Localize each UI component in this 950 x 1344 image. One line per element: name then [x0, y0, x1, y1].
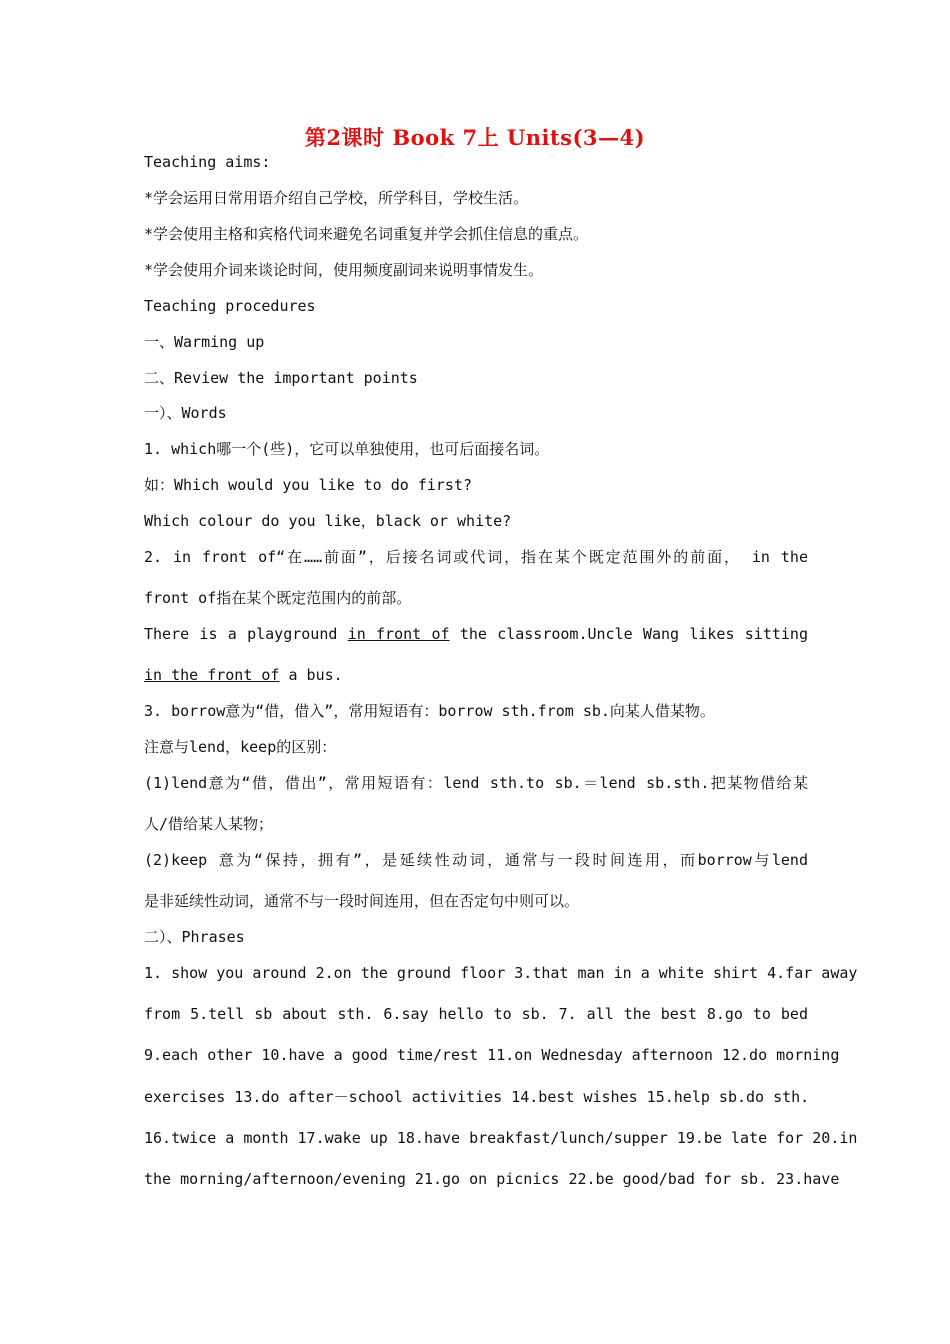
text-line: 如：Which would you like to do first?	[144, 476, 473, 494]
text-line: 一）、Words	[144, 404, 227, 422]
underlined-phrase: in front of	[347, 625, 450, 643]
text-line: 1. which哪一个(些)，它可以单独使用，也可后面接名词。	[144, 440, 550, 458]
text-line: 注意与lend，keep的区别：	[144, 738, 337, 756]
text-line: 人/借给某人某物；	[144, 815, 274, 833]
text-line: (2)keep 意为“保持，拥有”，是延续性动词，通常与一段时间连用，而borrow与lend	[144, 851, 808, 869]
page-title: 第2课时 Book 7上 Units(3—4)	[304, 125, 646, 150]
underlined-phrase: in the front of	[144, 666, 280, 684]
text-line: 一、Warming up	[144, 333, 265, 351]
example-text: the classroom.Uncle Wang likes sitting	[449, 625, 808, 643]
text-line: 2. in front of“在……前面”，后接名词或代词，指在某个既定范围外的前面， in the	[144, 548, 808, 566]
text-line: *学会运用日常用语介绍自己学校，所学科目，学校生活。	[144, 189, 529, 207]
example-text: There is a playground	[144, 625, 348, 643]
text-line: front of指在某个既定范围内的前部。	[144, 589, 412, 607]
text-line: the morning/afternoon/evening 21.go on picnics 22.be good/bad for sb. 23.have	[144, 1170, 840, 1188]
example-sentence-line-1	[144, 624, 808, 644]
text-line: Teaching aims:	[144, 153, 271, 171]
text-line: *学会使用介词来谈论时间，使用频度副词来说明事情发生。	[144, 261, 544, 279]
text-line: 9.each other 10.have a good time/rest 11.on Wednesday afternoon 12.do morning	[144, 1046, 840, 1064]
text-line: Which colour do you like，black or white?	[144, 512, 512, 530]
text-line: (1)lend意为“借，借出”，常用短语有：lend sth.to sb.＝lend sb.sth.把某物借给某	[144, 774, 808, 792]
text-line: 16.twice a month 17.wake up 18.have breakfast/lunch/supper 19.be late for 20.in	[144, 1129, 858, 1147]
text-line: exercises 13.do after－school activities 14.best wishes 15.help sb.do sth.	[144, 1088, 810, 1106]
text-line: from 5.tell sb about sth. 6.say hello to sb. 7. all the best 8.go to bed	[144, 1005, 808, 1023]
text-line: 是非延续性动词，通常不与一段时间连用，但在否定句中则可以。	[144, 892, 580, 910]
example-text: a bus.	[279, 666, 343, 684]
text-line: 3. borrow意为“借，借入”，常用短语有：borrow sth.from sb.向某人借某物。	[144, 702, 715, 720]
text-line: Teaching procedures	[144, 297, 316, 315]
text-line: 1. show you around 2.on the ground floor 3.that man in a white shirt 4.far away	[144, 964, 858, 982]
text-line: 二）、Phrases	[144, 928, 245, 946]
text-line: 二、Review the important points	[144, 369, 418, 387]
example-sentence-line-2	[144, 665, 808, 685]
text-line: *学会使用主格和宾格代词来避免名词重复并学会抓住信息的重点。	[144, 225, 589, 243]
